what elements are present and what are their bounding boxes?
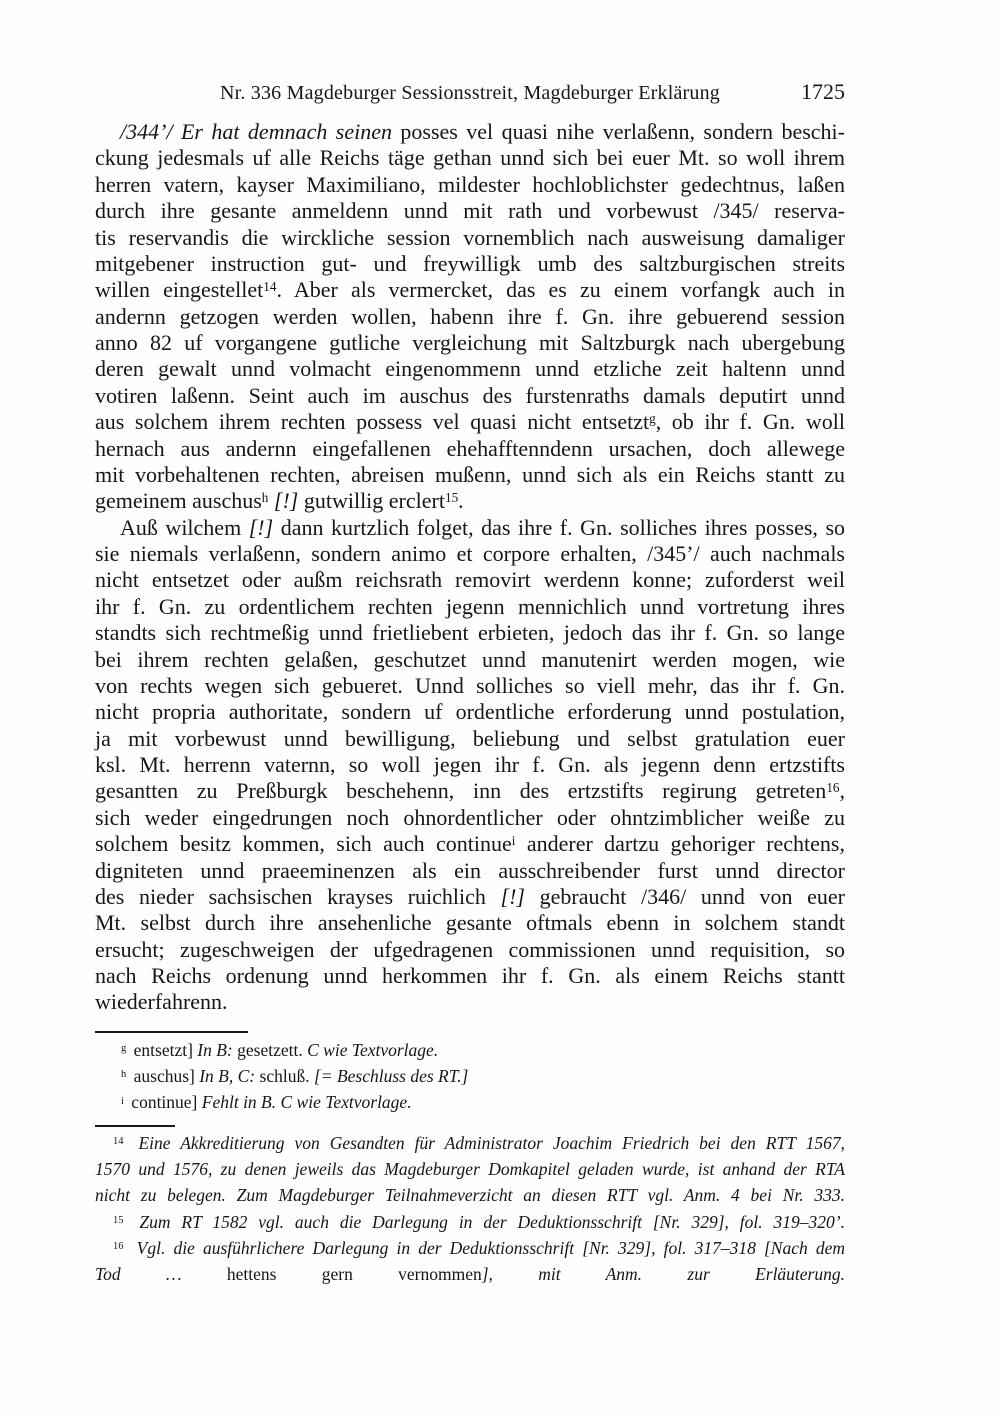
body-text-line: andernn getzogen werden wollen, habenn ihre f. Gn. ihre gebuerend session [95, 303, 845, 329]
body-text-line: bei ihrem rechten gelaßen, geschutzet unnd manutenirt werden mogen, wie [95, 646, 845, 672]
body-text-line: /344’/ Er hat demnach seinen posses vel quasi nihe verlaßenn, sondern beschi- [120, 119, 845, 144]
footnote-marker: g [649, 411, 656, 427]
body-text-line: von rechts wegen sich gebueret. Unnd solliches so viell mehr, das ihr f. Gn. [95, 672, 845, 698]
body-text-line: ersucht; zugeschweigen der ufgedragenen commissionen unnd requisition, so [95, 936, 845, 962]
footnote-marker: 14 [263, 279, 277, 295]
body-text-line: Mt. selbst durch ihre ansehenliche gesante oftmals ebenn in solchem standt [95, 910, 845, 936]
numbered-footnote-line: Tod … hettens gern vernommen], mit Anm. zur Erläuterung. [95, 1263, 845, 1284]
main-text [95, 119, 845, 1016]
body-text-line: digniteten unnd praeeminenzen als ein ausschreibender furst unnd director [95, 857, 845, 883]
letter-footnote-line: $^h$ auschus] In B, C: schluß. [= Beschluss des RT.] [121, 1066, 469, 1087]
body-text-line: willen eingestellet$^{14}$. Aber als vermercket, das es zu einem vorfangk auch in [95, 277, 846, 303]
paragraph-1 [95, 119, 845, 515]
body-text-line: des nieder sachsischen krayses ruichlich [!] gebraucht /346/ unnd von euer [95, 883, 845, 909]
footnote-marker: g [121, 1043, 127, 1055]
body-text-line: nach Reichs ordenung unnd herkommen ihr f. Gn. als einem Reichs stantt [95, 963, 845, 988]
letter-footnote-line: $^i$ continue] Fehlt in B. C wie Textvorlage. [121, 1092, 412, 1113]
body-text-line: herren vatern, kayser Maximiliano, mildester hochloblichster gedechtnus, laßen [95, 171, 845, 197]
body-text-line: wiederfahrenn. [95, 989, 228, 1015]
body-text-line: gesantten zu Preßburgk beschehenn, inn des ertzstifts regirung getreten$^{16}$, [95, 778, 845, 804]
numbered-notes-separator [95, 1125, 175, 1127]
letter-notes-separator [95, 1031, 248, 1033]
body-text-line: ihr f. Gn. zu ordentlichem rechten jegenn mennichlich unnd vortretung ihres [95, 593, 845, 619]
body-text-line: mitgebener instruction gut- und freywilligk umb des saltzburgischen streits [95, 250, 845, 276]
body-text-line: ckung jedesmals uf alle Reichs täge gethan unnd sich bei euer Mt. so woll ihrem [95, 145, 845, 171]
footnote-marker: 16 [826, 780, 840, 796]
footnote-marker: 15 [113, 1214, 124, 1226]
footnote-marker: i [511, 833, 516, 849]
body-text-line: anno 82 uf vorgangene gutliche vergleichung mit Saltzburgk nach ubergebung [95, 330, 845, 355]
body-text-line: nicht propria authoritate, sondern uf ordentliche erforderung unnd postulation, [95, 699, 845, 725]
footnote-marker: h [261, 490, 269, 506]
body-text-line: hernach aus andernn eingefallenen ehehafftenndenn ursachen, doch allewege [95, 435, 845, 461]
body-text-line: solchem besitz kommen, sich auch continue$^i$ anderer dartzu gehoriger rechtens, [95, 831, 845, 857]
body-text-line: Auß wilchem [!] dann kurtzlich folget, das ihre f. Gn. solliches ihres posses, so [120, 514, 845, 540]
body-text-line: aus solchem ihrem rechten possess vel quasi nicht entsetzt$^g$, ob ihr f. Gn. woll [95, 409, 846, 435]
numbered-footnotes [95, 1130, 845, 1287]
footnote-marker: 16 [113, 1241, 124, 1253]
page-number: 1725 [801, 79, 845, 104]
body-text-line: durch ihre gesante anmeldenn unnd mit rath und vorbewust /345/ reserva- [95, 198, 845, 224]
numbered-footnote-line: 1570 und 1576, zu denen jeweils das Magdeburger Domkapitel geladen wurde, ist anhand der RTA [95, 1159, 845, 1180]
body-text-line: tis reservandis die wirckliche session vornemblich nach ausweisung damaliger [95, 224, 845, 250]
letter-footnote-line: $^g$ entsetzt] In B: gesetzett. C wie Textvorlage. [121, 1040, 439, 1060]
body-text-line: nicht entsetzet oder außm reichsrath removirt werdenn konne; zuforderst weil [95, 567, 845, 593]
body-text-line: sich weder eingedrungen noch ohnordentlicher oder ohntzimblicher weiße zu [95, 804, 845, 830]
footnote-marker: 15 [444, 490, 459, 506]
footnote-marker: 14 [113, 1136, 124, 1148]
body-text-line: sie niemals verlaßenn, sondern animo et corpore erhalten, /345’/ auch nachmals [95, 541, 845, 566]
numbered-footnote-line: $^{14}$ Eine Akkreditierung von Gesandten für Administrator Joachim Friedrich bei den RTT 1567, [113, 1133, 845, 1153]
numbered-footnote-line: nicht zu belegen. Zum Magdeburger Teilnahmeverzicht an diesen RTT vgl. Anm. 4 bei Nr. 333. [95, 1185, 845, 1206]
body-text-line: ksl. Mt. herrenn vaternn, so woll jegen ihr f. Gn. als jegenn denn ertzstifts [95, 752, 845, 777]
paragraph-2 [95, 515, 845, 1016]
numbered-footnote-line: $^{16}$ Vgl. die ausführlichere Darlegung in der Deduktionsschrift [Nr. 329], fol. 317–318 [Nach dem [113, 1237, 846, 1258]
body-text-line: gemeinem auschus$^h$ [!] gutwillig erclert$^{15}$. [95, 488, 464, 514]
page-header [95, 79, 845, 108]
body-text-line: votiren laßenn. Seint auch im auschus des furstenraths damals deputirt unnd [95, 382, 845, 408]
numbered-footnote-line: $^{15}$ Zum RT 1582 vgl. auch die Darlegung in der Deduktionsschrift [Nr. 329], fol. 319–320’. [113, 1211, 845, 1232]
footnote-marker: i [121, 1095, 124, 1107]
body-text-line: deren gewalt unnd volmacht eingenommenn unnd etzliche zeit haltenn unnd [95, 356, 845, 382]
running-title: Nr. 336 Magdeburger Sessionsstreit, Magdeburger Erklärung [219, 82, 720, 104]
footnote-marker: h [121, 1069, 127, 1081]
body-text-line: ja mit vorbewust unnd bewilligung, beliebung und selbst gratulation euer [95, 725, 845, 751]
body-text-line: standts sich rechtmeßig unnd frietliebent erbieten, jedoch das ihr f. Gn. so lange [95, 620, 845, 646]
letter-footnotes [95, 1037, 845, 1116]
body-text-line: mit vorbehaltenen rechten, abreisen mußenn, unnd sich als ein Reichs stantt zu [95, 461, 845, 487]
